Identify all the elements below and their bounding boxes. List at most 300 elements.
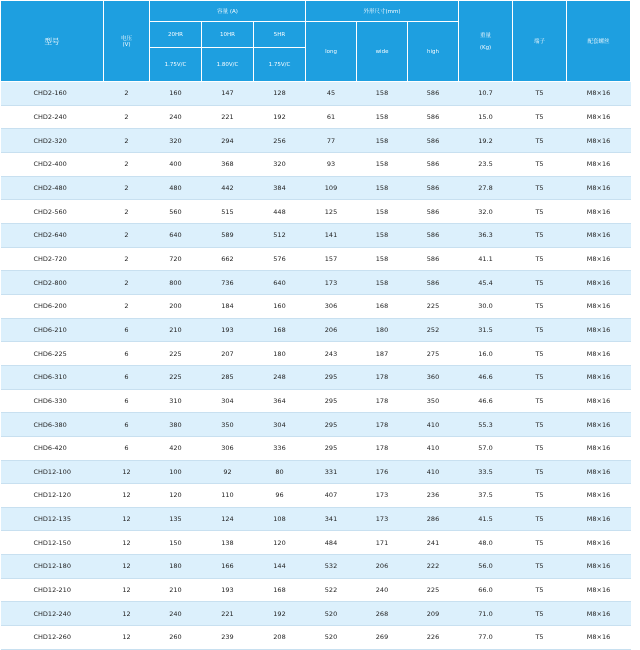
header-dim-long: long — [306, 22, 357, 82]
cell-high: 586 — [408, 176, 459, 200]
table-row — [1, 176, 631, 200]
cell-voltage: 12 — [104, 602, 150, 626]
cell-cap-5hr: 248 — [254, 365, 306, 389]
cell-wide: 178 — [357, 389, 408, 413]
cell-voltage: 6 — [104, 436, 150, 460]
table-body — [1, 82, 631, 650]
cell-weight: 36.3 — [459, 223, 513, 247]
cell-high: 225 — [408, 578, 459, 602]
table-row — [1, 271, 631, 295]
cell-model: CHD12-150 — [1, 531, 104, 555]
cell-cap-20hr: 135 — [150, 507, 202, 531]
cell-weight: 37.5 — [459, 484, 513, 508]
cell-cap-20hr: 225 — [150, 342, 202, 366]
cell-bolt: M8×16 — [567, 436, 631, 460]
table-row — [1, 578, 631, 602]
cell-wide: 187 — [357, 342, 408, 366]
cell-terminal: T5 — [513, 247, 567, 271]
cell-cap-10hr: 368 — [202, 152, 254, 176]
cell-cap-10hr: 285 — [202, 365, 254, 389]
cell-terminal: T5 — [513, 294, 567, 318]
cell-cap-5hr: 180 — [254, 342, 306, 366]
header-voltage: 电压 (V) — [104, 1, 150, 82]
table-row — [1, 555, 631, 579]
cell-bolt: M8×16 — [567, 129, 631, 153]
cell-cap-10hr: 221 — [202, 105, 254, 129]
table-row — [1, 247, 631, 271]
cell-bolt: M8×16 — [567, 531, 631, 555]
cell-model: CHD12-240 — [1, 602, 104, 626]
cell-high: 236 — [408, 484, 459, 508]
cell-long: 295 — [306, 389, 357, 413]
cell-cap-20hr: 560 — [150, 200, 202, 224]
cell-high: 252 — [408, 318, 459, 342]
cell-voltage: 12 — [104, 578, 150, 602]
cell-cap-20hr: 800 — [150, 271, 202, 295]
cell-long: 173 — [306, 271, 357, 295]
cell-high: 410 — [408, 413, 459, 437]
table-row — [1, 152, 631, 176]
cell-long: 295 — [306, 413, 357, 437]
cell-voltage: 12 — [104, 507, 150, 531]
cell-long: 407 — [306, 484, 357, 508]
cell-model: CHD2-320 — [1, 129, 104, 153]
cell-bolt: M8×16 — [567, 578, 631, 602]
table-row — [1, 436, 631, 460]
cell-weight: 32.0 — [459, 200, 513, 224]
cell-long: 93 — [306, 152, 357, 176]
cell-model: CHD2-480 — [1, 176, 104, 200]
cell-cap-10hr: 138 — [202, 531, 254, 555]
cell-model: CHD6-225 — [1, 342, 104, 366]
cell-voltage: 6 — [104, 365, 150, 389]
cell-bolt: M8×16 — [567, 294, 631, 318]
header-capacity: 容量 (A) — [150, 1, 306, 22]
cell-weight: 16.0 — [459, 342, 513, 366]
cell-cap-10hr: 515 — [202, 200, 254, 224]
cell-weight: 41.5 — [459, 507, 513, 531]
cell-cap-20hr: 720 — [150, 247, 202, 271]
cell-voltage: 12 — [104, 484, 150, 508]
cell-model: CHD12-135 — [1, 507, 104, 531]
cell-high: 410 — [408, 436, 459, 460]
cell-cap-20hr: 420 — [150, 436, 202, 460]
cell-high: 586 — [408, 247, 459, 271]
cell-cap-20hr: 210 — [150, 318, 202, 342]
table-row — [1, 82, 631, 106]
cell-high: 275 — [408, 342, 459, 366]
cell-bolt: M8×16 — [567, 200, 631, 224]
cell-weight: 77.0 — [459, 626, 513, 650]
cell-model: CHD2-240 — [1, 105, 104, 129]
cell-voltage: 2 — [104, 176, 150, 200]
table-row — [1, 484, 631, 508]
cell-wide: 158 — [357, 271, 408, 295]
cell-long: 520 — [306, 626, 357, 650]
cell-high: 410 — [408, 460, 459, 484]
cell-voltage: 2 — [104, 247, 150, 271]
cell-high: 225 — [408, 294, 459, 318]
table-row — [1, 602, 631, 626]
header-bolt: 配套螺丝 — [567, 1, 631, 82]
cell-wide: 158 — [357, 152, 408, 176]
cell-terminal: T5 — [513, 82, 567, 106]
cell-weight: 46.6 — [459, 365, 513, 389]
cell-model: CHD12-120 — [1, 484, 104, 508]
cell-cap-5hr: 96 — [254, 484, 306, 508]
cell-long: 341 — [306, 507, 357, 531]
cell-cap-20hr: 320 — [150, 129, 202, 153]
cell-weight: 48.0 — [459, 531, 513, 555]
table-row — [1, 200, 631, 224]
cell-voltage: 12 — [104, 555, 150, 579]
cell-terminal: T5 — [513, 200, 567, 224]
cell-cap-5hr: 144 — [254, 555, 306, 579]
cell-model: CHD6-380 — [1, 413, 104, 437]
cell-cap-5hr: 128 — [254, 82, 306, 106]
cell-model: CHD2-640 — [1, 223, 104, 247]
cell-cap-5hr: 448 — [254, 200, 306, 224]
cell-cap-5hr: 120 — [254, 531, 306, 555]
cell-model: CHD2-160 — [1, 82, 104, 106]
table-row — [1, 365, 631, 389]
cell-bolt: M8×16 — [567, 507, 631, 531]
cell-high: 586 — [408, 129, 459, 153]
header-rate-10hr: 10HR — [202, 22, 254, 48]
cell-cap-10hr: 239 — [202, 626, 254, 650]
cell-cap-5hr: 640 — [254, 271, 306, 295]
cell-bolt: M8×16 — [567, 318, 631, 342]
cell-wide: 158 — [357, 200, 408, 224]
cell-cap-10hr: 92 — [202, 460, 254, 484]
cell-wide: 158 — [357, 82, 408, 106]
cell-wide: 158 — [357, 176, 408, 200]
cell-high: 586 — [408, 200, 459, 224]
cell-terminal: T5 — [513, 555, 567, 579]
cell-cap-5hr: 208 — [254, 626, 306, 650]
header-rate-20hr: 20HR — [150, 22, 202, 48]
cell-high: 350 — [408, 389, 459, 413]
cell-terminal: T5 — [513, 223, 567, 247]
cell-voltage: 6 — [104, 413, 150, 437]
cell-cap-5hr: 576 — [254, 247, 306, 271]
cell-model: CHD12-260 — [1, 626, 104, 650]
cell-bolt: M8×16 — [567, 152, 631, 176]
cell-weight: 56.0 — [459, 555, 513, 579]
cell-voltage: 12 — [104, 626, 150, 650]
cell-high: 286 — [408, 507, 459, 531]
cell-long: 77 — [306, 129, 357, 153]
cell-voltage: 6 — [104, 342, 150, 366]
cell-long: 331 — [306, 460, 357, 484]
cell-voltage: 2 — [104, 129, 150, 153]
cell-weight: 57.0 — [459, 436, 513, 460]
cell-cap-20hr: 310 — [150, 389, 202, 413]
cell-voltage: 2 — [104, 200, 150, 224]
cell-long: 532 — [306, 555, 357, 579]
cell-cap-5hr: 192 — [254, 602, 306, 626]
cell-voltage: 2 — [104, 294, 150, 318]
cell-weight: 19.2 — [459, 129, 513, 153]
cell-high: 586 — [408, 152, 459, 176]
cell-bolt: M8×16 — [567, 105, 631, 129]
cell-cap-10hr: 736 — [202, 271, 254, 295]
cell-wide: 168 — [357, 294, 408, 318]
cell-long: 141 — [306, 223, 357, 247]
cell-cap-10hr: 207 — [202, 342, 254, 366]
cell-terminal: T5 — [513, 318, 567, 342]
cell-terminal: T5 — [513, 105, 567, 129]
cell-terminal: T5 — [513, 626, 567, 650]
cell-cap-20hr: 160 — [150, 82, 202, 106]
cell-cap-5hr: 384 — [254, 176, 306, 200]
cell-high: 241 — [408, 531, 459, 555]
cell-cap-5hr: 192 — [254, 105, 306, 129]
cell-high: 222 — [408, 555, 459, 579]
cell-wide: 206 — [357, 555, 408, 579]
cell-terminal: T5 — [513, 436, 567, 460]
cell-cap-10hr: 193 — [202, 578, 254, 602]
cell-long: 45 — [306, 82, 357, 106]
cell-terminal: T5 — [513, 365, 567, 389]
cell-long: 243 — [306, 342, 357, 366]
cell-cap-10hr: 442 — [202, 176, 254, 200]
cell-weight: 10.7 — [459, 82, 513, 106]
cell-weight: 45.4 — [459, 271, 513, 295]
table-row — [1, 460, 631, 484]
header-rate-5hr: 5HR — [254, 22, 306, 48]
cell-long: 157 — [306, 247, 357, 271]
table-row — [1, 129, 631, 153]
cell-voltage: 2 — [104, 152, 150, 176]
cell-cap-10hr: 124 — [202, 507, 254, 531]
cell-voltage: 6 — [104, 389, 150, 413]
table-row — [1, 223, 631, 247]
cell-weight: 71.0 — [459, 602, 513, 626]
cell-long: 522 — [306, 578, 357, 602]
cell-long: 295 — [306, 436, 357, 460]
cell-model: CHD2-800 — [1, 271, 104, 295]
cell-terminal: T5 — [513, 460, 567, 484]
table-row — [1, 531, 631, 555]
cell-bolt: M8×16 — [567, 271, 631, 295]
cell-terminal: T5 — [513, 578, 567, 602]
cell-cap-20hr: 240 — [150, 105, 202, 129]
cell-terminal: T5 — [513, 271, 567, 295]
cell-model: CHD12-100 — [1, 460, 104, 484]
cell-model: CHD6-330 — [1, 389, 104, 413]
cell-cap-10hr: 166 — [202, 555, 254, 579]
cell-wide: 171 — [357, 531, 408, 555]
cell-terminal: T5 — [513, 152, 567, 176]
cell-weight: 30.0 — [459, 294, 513, 318]
cell-model: CHD6-200 — [1, 294, 104, 318]
header-model: 型号 — [1, 1, 104, 82]
cell-cap-5hr: 108 — [254, 507, 306, 531]
cell-cap-5hr: 304 — [254, 413, 306, 437]
cell-cap-20hr: 100 — [150, 460, 202, 484]
cell-terminal: T5 — [513, 342, 567, 366]
cell-weight: 27.8 — [459, 176, 513, 200]
cell-cap-20hr: 640 — [150, 223, 202, 247]
cell-terminal: T5 — [513, 129, 567, 153]
table-row — [1, 507, 631, 531]
table-row — [1, 318, 631, 342]
cell-wide: 158 — [357, 129, 408, 153]
cell-high: 586 — [408, 223, 459, 247]
cell-bolt: M8×16 — [567, 460, 631, 484]
cell-model: CHD6-210 — [1, 318, 104, 342]
cell-voltage: 2 — [104, 105, 150, 129]
cell-bolt: M8×16 — [567, 223, 631, 247]
header-dim-high: high — [408, 22, 459, 82]
cell-long: 206 — [306, 318, 357, 342]
cell-long: 61 — [306, 105, 357, 129]
cell-cap-5hr: 160 — [254, 294, 306, 318]
header-end-voltage-5hr: 1.75V/C — [254, 48, 306, 82]
cell-voltage: 2 — [104, 82, 150, 106]
cell-long: 295 — [306, 365, 357, 389]
cell-cap-10hr: 184 — [202, 294, 254, 318]
cell-cap-5hr: 364 — [254, 389, 306, 413]
cell-wide: 178 — [357, 413, 408, 437]
cell-terminal: T5 — [513, 413, 567, 437]
cell-cap-5hr: 168 — [254, 578, 306, 602]
cell-bolt: M8×16 — [567, 82, 631, 106]
cell-voltage: 6 — [104, 318, 150, 342]
cell-high: 586 — [408, 271, 459, 295]
cell-voltage: 2 — [104, 271, 150, 295]
cell-bolt: M8×16 — [567, 413, 631, 437]
cell-bolt: M8×16 — [567, 626, 631, 650]
cell-cap-10hr: 306 — [202, 436, 254, 460]
cell-cap-5hr: 336 — [254, 436, 306, 460]
table-row — [1, 294, 631, 318]
cell-cap-10hr: 193 — [202, 318, 254, 342]
header-dimensions: 外形尺寸(mm) — [306, 1, 459, 22]
cell-terminal: T5 — [513, 507, 567, 531]
cell-cap-5hr: 80 — [254, 460, 306, 484]
cell-terminal: T5 — [513, 531, 567, 555]
cell-weight: 66.0 — [459, 578, 513, 602]
table-row — [1, 342, 631, 366]
cell-high: 209 — [408, 602, 459, 626]
cell-bolt: M8×16 — [567, 389, 631, 413]
cell-weight: 33.5 — [459, 460, 513, 484]
cell-weight: 23.5 — [459, 152, 513, 176]
cell-cap-20hr: 400 — [150, 152, 202, 176]
cell-wide: 158 — [357, 223, 408, 247]
cell-weight: 15.0 — [459, 105, 513, 129]
cell-cap-20hr: 120 — [150, 484, 202, 508]
cell-cap-10hr: 294 — [202, 129, 254, 153]
cell-wide: 158 — [357, 247, 408, 271]
cell-model: CHD6-310 — [1, 365, 104, 389]
cell-wide: 240 — [357, 578, 408, 602]
cell-cap-5hr: 320 — [254, 152, 306, 176]
cell-cap-10hr: 589 — [202, 223, 254, 247]
table-row — [1, 413, 631, 437]
cell-wide: 173 — [357, 507, 408, 531]
header-end-voltage-10hr: 1.80V/C — [202, 48, 254, 82]
header-end-voltage-20hr: 1.75V/C — [150, 48, 202, 82]
header-weight: 重量 (Kg) — [459, 1, 513, 82]
cell-cap-10hr: 662 — [202, 247, 254, 271]
cell-wide: 269 — [357, 626, 408, 650]
cell-long: 520 — [306, 602, 357, 626]
cell-cap-10hr: 304 — [202, 389, 254, 413]
cell-cap-20hr: 200 — [150, 294, 202, 318]
cell-bolt: M8×16 — [567, 176, 631, 200]
cell-cap-10hr: 221 — [202, 602, 254, 626]
cell-long: 109 — [306, 176, 357, 200]
cell-wide: 158 — [357, 105, 408, 129]
cell-model: CHD2-400 — [1, 152, 104, 176]
cell-voltage: 12 — [104, 460, 150, 484]
cell-cap-20hr: 150 — [150, 531, 202, 555]
cell-weight: 55.3 — [459, 413, 513, 437]
cell-terminal: T5 — [513, 176, 567, 200]
cell-cap-5hr: 256 — [254, 129, 306, 153]
cell-weight: 31.5 — [459, 318, 513, 342]
header-terminal: 端子 — [513, 1, 567, 82]
cell-cap-20hr: 380 — [150, 413, 202, 437]
cell-wide: 176 — [357, 460, 408, 484]
cell-cap-5hr: 168 — [254, 318, 306, 342]
cell-model: CHD2-560 — [1, 200, 104, 224]
cell-cap-20hr: 180 — [150, 555, 202, 579]
cell-bolt: M8×16 — [567, 365, 631, 389]
cell-cap-10hr: 350 — [202, 413, 254, 437]
cell-high: 360 — [408, 365, 459, 389]
cell-cap-10hr: 147 — [202, 82, 254, 106]
table-row — [1, 626, 631, 650]
cell-wide: 173 — [357, 484, 408, 508]
table-row — [1, 389, 631, 413]
cell-long: 484 — [306, 531, 357, 555]
cell-high: 226 — [408, 626, 459, 650]
cell-model: CHD2-720 — [1, 247, 104, 271]
cell-voltage: 12 — [104, 531, 150, 555]
cell-cap-20hr: 210 — [150, 578, 202, 602]
cell-cap-10hr: 110 — [202, 484, 254, 508]
cell-weight: 41.1 — [459, 247, 513, 271]
cell-cap-20hr: 240 — [150, 602, 202, 626]
cell-high: 586 — [408, 82, 459, 106]
cell-wide: 178 — [357, 365, 408, 389]
cell-model: CHD12-210 — [1, 578, 104, 602]
cell-voltage: 2 — [104, 223, 150, 247]
table-row — [1, 105, 631, 129]
cell-terminal: T5 — [513, 602, 567, 626]
cell-cap-20hr: 480 — [150, 176, 202, 200]
cell-weight: 46.6 — [459, 389, 513, 413]
cell-wide: 268 — [357, 602, 408, 626]
cell-long: 125 — [306, 200, 357, 224]
cell-high: 586 — [408, 105, 459, 129]
cell-bolt: M8×16 — [567, 247, 631, 271]
cell-wide: 180 — [357, 318, 408, 342]
cell-bolt: M8×16 — [567, 602, 631, 626]
cell-terminal: T5 — [513, 484, 567, 508]
cell-cap-20hr: 225 — [150, 365, 202, 389]
cell-model: CHD12-180 — [1, 555, 104, 579]
cell-wide: 178 — [357, 436, 408, 460]
cell-bolt: M8×16 — [567, 342, 631, 366]
cell-cap-20hr: 260 — [150, 626, 202, 650]
cell-bolt: M8×16 — [567, 484, 631, 508]
header-dim-wide: wide — [357, 22, 408, 82]
